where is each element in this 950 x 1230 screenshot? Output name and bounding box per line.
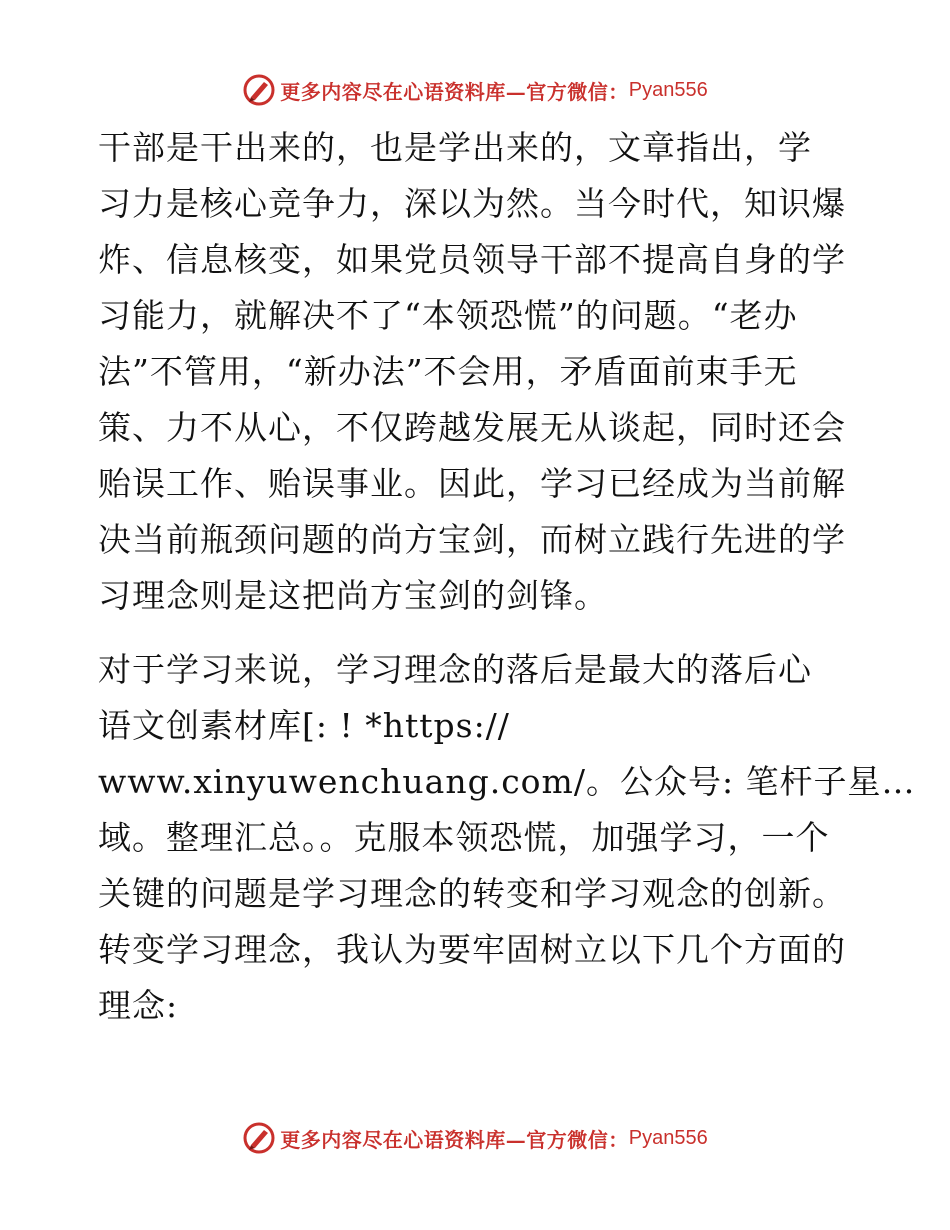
paragraph-line: 法”不管用，“新办法”不会用，矛盾面前束手无: [98, 352, 798, 391]
paragraph-line: 关键的问题是学习理念的转变和学习观念的创新。: [98, 874, 846, 913]
paragraph-line: 转变学习理念，我认为要牢固树立以下几个方面的: [98, 930, 846, 969]
paragraph-2: [98, 642, 916, 1034]
paragraph-line: 习理念则是这把尚方宝剑的剑锋。: [98, 576, 608, 615]
footer-banner-text: 更多内容尽在心语资料库—官方微信：: [280, 1127, 629, 1152]
paragraph-line: 对于学习来说，学习理念的落后是最大的落后心: [98, 650, 812, 689]
paragraph-line: 理念:: [98, 986, 179, 1025]
paragraph-1: [98, 120, 858, 624]
paragraph-line: 干部是干出来的，也是学出来的，文章指出，学: [98, 128, 812, 167]
paragraph-line: 策、力不从心，不仅跨越发展无从谈起，同时还会: [98, 408, 846, 447]
pen-logo-icon: [242, 1121, 276, 1155]
document-body: [98, 120, 916, 1034]
paragraph-line: 语文创素材库[: ! *https://: [98, 706, 510, 745]
paragraph-line: 贻误工作、贻误事业。因此，学习已经成为当前解: [98, 464, 846, 503]
header-wechat-id: Pyan556: [628, 78, 708, 101]
paragraph-line: 炸、信息核变，如果党员领导干部不提高自身的学: [98, 240, 846, 279]
paragraph-line: 习力是核心竞争力，深以为然。当今时代，知识爆: [98, 184, 846, 223]
paragraph-line: 习能力，就解决不了“本领恐慌”的问题。“老办: [98, 296, 798, 335]
header-banner: [0, 70, 950, 110]
pen-logo-icon: [242, 73, 276, 107]
paragraph-line: 域。整理汇总。。克服本领恐慌，加强学习，一个: [98, 818, 830, 857]
paragraph-line: 决当前瓶颈问题的尚方宝剑，而树立践行先进的学: [98, 520, 846, 559]
header-banner-text: 更多内容尽在心语资料库—官方微信：: [280, 79, 629, 104]
footer-banner: [0, 1118, 950, 1158]
paragraph-line: www.xinyuwenchuang.com/。公众号: 笔杆子星…: [98, 762, 916, 801]
footer-wechat-id: Pyan556: [628, 1126, 708, 1149]
